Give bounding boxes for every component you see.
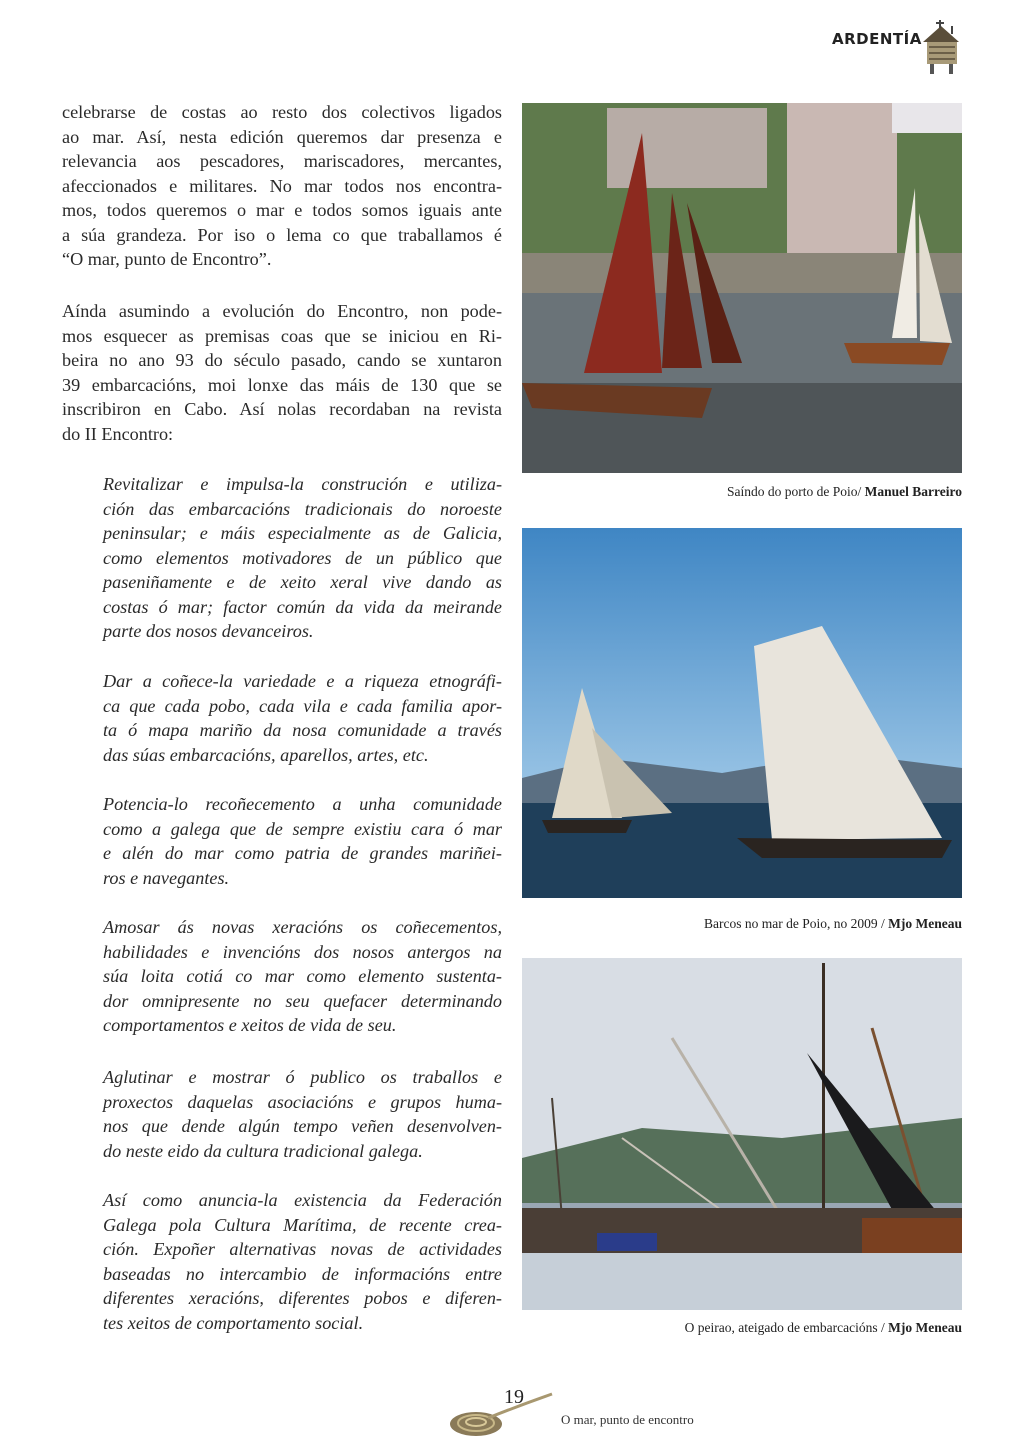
text-line: paseniñamente e de xeito xeral vive dando as <box>103 572 502 592</box>
text-line: e alén do mar como patria de grandes mariñei- <box>103 843 502 863</box>
text-line: Revitalizar e impulsa-la construción e utiliza- <box>103 474 502 494</box>
text-line: Así como anuncia-la existencia da Federación <box>103 1190 502 1210</box>
text-line: Aglutinar e mostrar ó publico os traballos e <box>103 1067 502 1087</box>
quote-paragraph <box>103 669 502 767</box>
text-line: das súas embarcacións, aparellos, artes, etc. <box>103 744 429 765</box>
photo-caption-3 <box>685 1320 962 1336</box>
text-line: a súa grandeza. Por iso o lema co que traballamos é <box>62 224 502 245</box>
body-paragraph-1 <box>62 100 502 272</box>
text-line: peninsular; e máis especialmente as de Galicia, <box>103 523 502 543</box>
photo-credit: Mjo Meneau <box>888 916 962 931</box>
text-line: ros e navegantes. <box>103 867 230 888</box>
text-line: relevancia aos pescadores, mariscadores, mercantes, <box>62 151 502 171</box>
text-line: mos, todos queremos o mar e todos somos iguais ante <box>62 200 502 220</box>
text-line: Amosar ás novas xeracións os coñecementos, <box>103 917 502 937</box>
text-line: “O mar, punto de Encontro”. <box>62 249 272 269</box>
text-line: 39 embarcacións, moi lonxe das máis de 130 que se <box>62 374 502 395</box>
photo-crowded-pier <box>522 958 962 1310</box>
text-line: proxectos daquelas asociacións e grupos huma- <box>103 1091 502 1112</box>
text-line: parte dos nosos devanceiros. <box>103 621 314 641</box>
text-line: ta ó mapa mariño da nosa comunidade a través <box>103 720 502 740</box>
text-line: ción. Expoñer alternativas novas de actividades <box>103 1239 502 1259</box>
footer-title: O mar, punto de encontro <box>561 1412 694 1427</box>
caption-text: Saíndo do porto de Poio/ <box>727 484 865 499</box>
quote-paragraph <box>103 792 502 890</box>
text-line: ca que cada pobo, cada vila e cada familia apor- <box>103 695 502 716</box>
text-line: do II Encontro: <box>62 423 174 444</box>
text-line: como elementos motivadores de un público que <box>103 547 502 568</box>
text-line: nos que dende algún tempo veñen desenvolven- <box>103 1116 502 1136</box>
photo-credit: Mjo Meneau <box>888 1320 962 1335</box>
text-line: diferentes xeracións, diferentes pobos e diferen- <box>103 1288 502 1308</box>
text-line: habilidades e invencións dos nosos antergos na <box>103 941 502 962</box>
text-line: súa loita cotiá co mar como elemento sustenta- <box>103 966 502 986</box>
photo-caption-1 <box>727 484 962 500</box>
text-line: beira no ano 93 do século pasado, cando se xuntaron <box>62 350 502 370</box>
quote-paragraph <box>103 472 502 644</box>
quote-paragraph <box>103 915 502 1038</box>
text-line: Aínda asumindo a evolución do Encontro, non pode- <box>62 301 502 321</box>
text-line: baseadas no intercambio de informacións entre <box>103 1263 502 1284</box>
text-line: comportamentos e xeitos de vida de seu. <box>103 1015 397 1035</box>
magazine-title: ARDENTÍA <box>832 30 922 48</box>
text-line: dor omnipresente no seu quefacer determinando <box>103 990 502 1011</box>
caption-text: Barcos no mar de Poio, no 2009 / <box>704 916 889 931</box>
body-paragraph-2 <box>62 299 502 446</box>
text-line: inscribiron en Cabo. Así nolas recordaban na revista <box>62 399 502 419</box>
quote-paragraph <box>103 1065 502 1163</box>
photo-credit: Manuel Barreiro <box>864 484 962 499</box>
photo-caption-2 <box>704 916 962 932</box>
horreo-icon <box>915 18 965 78</box>
text-line: costas ó mar; factor común da vida da meirande <box>103 596 502 617</box>
text-line: mos esquecer as premisas coas que se iniciou en Ri- <box>62 325 502 346</box>
text-line: como a galega que de sempre existiu cara ó mar <box>103 818 502 839</box>
text-line: afeccionados e militares. No mar todos nos encontra- <box>62 175 502 196</box>
text-line: Dar a coñece-la variedade e a riqueza etnográfi- <box>103 671 502 691</box>
text-line: ao mar. Así, nesta edición queremos dar presenza e <box>62 126 502 147</box>
text-line: ción das embarcacións tradicionais do noroeste <box>103 498 502 519</box>
rope-coil-icon <box>448 1388 558 1440</box>
page-number: 19 <box>504 1386 524 1408</box>
text-line: Galega pola Cultura Marítima, de recente crea- <box>103 1214 502 1235</box>
text-line: celebrarse de costas ao resto dos colectivos ligados <box>62 102 502 122</box>
text-line: Potencia-lo recoñecemento a unha comunidade <box>103 794 502 814</box>
text-line: do neste eido da cultura tradicional galega. <box>103 1140 423 1161</box>
caption-text: O peirao, ateigado de embarcacións / <box>684 1320 889 1335</box>
text-line: tes xeitos de comportamento social. <box>103 1312 364 1333</box>
photo-boats-sea-poio <box>522 528 962 898</box>
photo-boats-leaving-poio <box>522 103 962 473</box>
quote-paragraph <box>103 1188 502 1335</box>
